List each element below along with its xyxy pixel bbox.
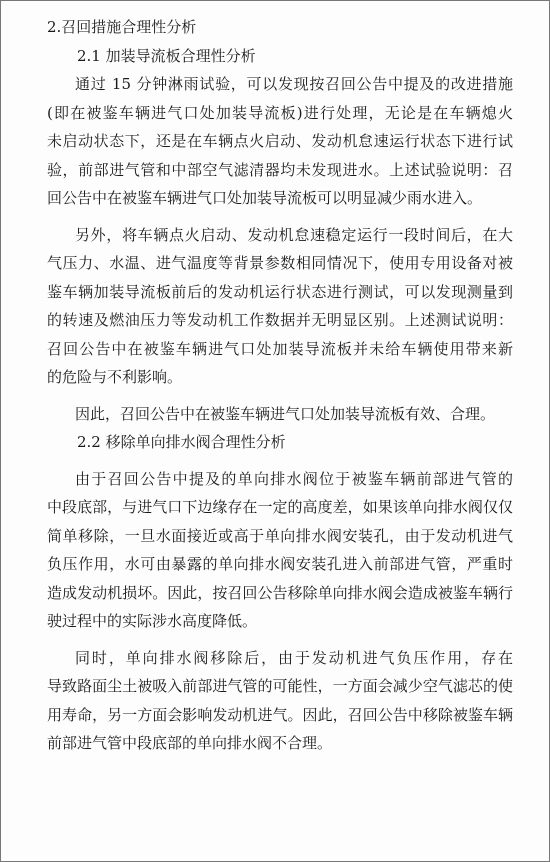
text-line: 驶过程中的实际涉水高度降低。	[47, 612, 258, 630]
paragraph-engine-test	[47, 221, 513, 392]
text-line: 气压力、水温、进气温度等背景参数相同情况下，使用专用设备对被	[47, 254, 513, 272]
text-line: 导致路面尘土被吸入前部进气管的可能性，一方面会减少空气滤芯的使	[47, 677, 513, 695]
text-line: 召回公告中在被鉴车辆进气口处加装导流板并未给车辆使用带来新	[47, 339, 513, 358]
text-line: 鉴车辆加装导流板前后的发动机运行状态进行测试，可以发现测量到	[47, 282, 513, 301]
text-line: 因此，召回公告中在被鉴车辆进气口处加装导流板有效、合理。	[75, 404, 496, 423]
text-line: 回公告中在被鉴车辆进气口处加装导流板可以明显减少雨水进入。	[47, 189, 483, 207]
paragraph-drain-valve	[47, 465, 513, 636]
paragraph-rain-test	[47, 70, 513, 213]
text-line: 的转速及燃油压力等发动机工作数据并无明显区别。上述测试说明：	[47, 311, 513, 329]
text-line: 由于召回公告中提及的单向排水阀位于被鉴车辆前部进气管的	[75, 469, 513, 488]
text-line: 同时，单向排水阀移除后，由于发动机进气负压作用，存在	[75, 648, 513, 667]
subsection-heading-2-1: 2.1 加装导流板合理性分析	[77, 46, 256, 65]
text-line: 负压作用，水可由暴露的单向排水阀安装孔进入前部进气管，严重时	[47, 555, 513, 573]
document-body	[47, 13, 513, 758]
text-line: 的危险与不利影响。	[47, 368, 183, 386]
paragraph-conclusion-2-1	[47, 400, 513, 429]
text-line: 未启动状态下，还是在车辆点火启动、发动机怠速运行状态下进行试	[47, 132, 513, 150]
text-line: (即在被鉴车辆进气口处加装导流板)进行处理，无论是在车辆熄火	[47, 103, 513, 122]
text-line: 用寿命，另一方面会影响发动机进气。因此，召回公告中移除被鉴车辆	[47, 705, 513, 724]
subsection-heading-2-2: 2.2 移除单向排水阀合理性分析	[77, 433, 286, 451]
text-line: 简单移除，一旦水面接近或高于单向排水阀安装孔，由于发动机进气	[47, 526, 513, 545]
text-line: 造成发动机损坏。因此，按召回公告移除单向排水阀会造成被鉴车辆行	[47, 583, 513, 602]
text-line: 另外，将车辆点火启动、发动机怠速稳定运行一段时间后，在大	[75, 225, 513, 244]
text-line: 验，前部进气管和中部空气滤清器均未发现进水。上述试验说明：召	[47, 160, 513, 179]
paragraph-dust-intake	[47, 644, 513, 758]
text-line: 通过 15 分钟淋雨试验，可以发现按召回公告中提及的改进措施	[75, 75, 513, 93]
text-line: 前部进气管中段底部的单向排水阀不合理。	[47, 734, 333, 752]
text-line: 中段底部，与进气口下边缘存在一定的高度差，如果该单向排水阀仅仅	[47, 498, 513, 516]
section-heading: 2.召回措施合理性分析	[47, 18, 197, 36]
